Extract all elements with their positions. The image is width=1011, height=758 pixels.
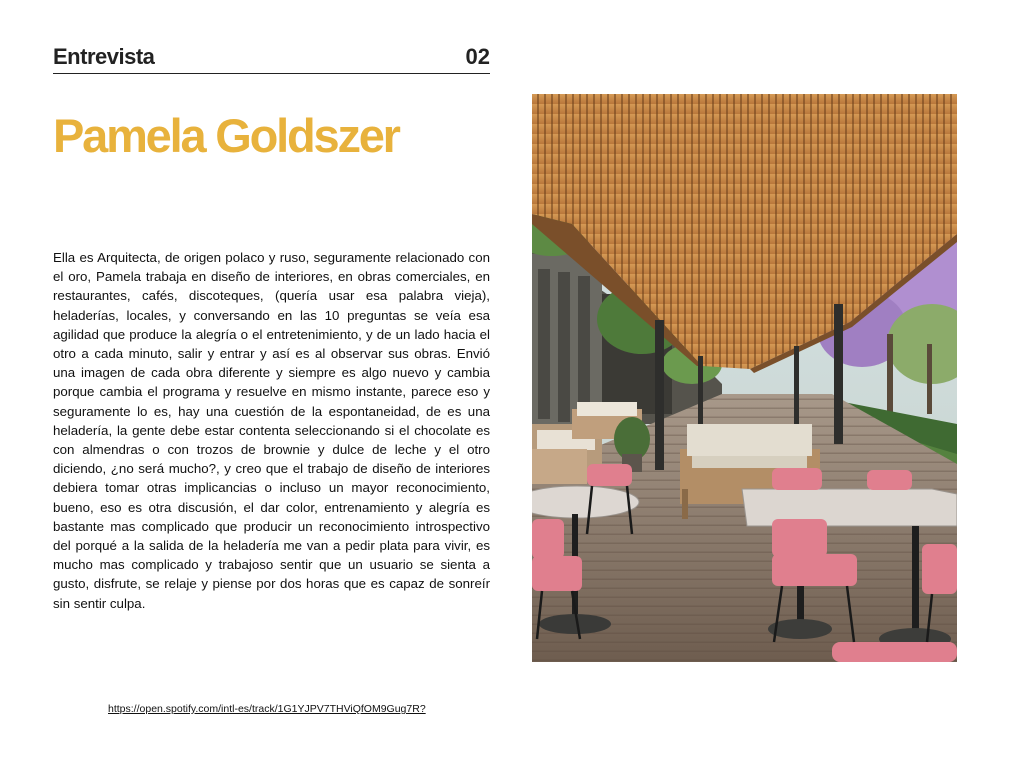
- terrace-photo: [532, 94, 957, 662]
- page-number: 02: [465, 44, 490, 69]
- body-paragraph: Ella es Arquitecta, de origen polaco y ruso, seguramente relacionado con el oro, Pamela trabaja en diseño de interiores, en obras comerciales, en restaurantes, cafés, discoteques, (quería usar esa palabra vieja), heladerías, locales, y conversando en las 10 preguntas se veía esa agilidad que produce la alegría o el entretenimiento, y de un lado hacia el otro a cada minuto, salir y entrar y así es al observar sus obras. Envió una imagen de cada obra diferente y siempre es algo nuevo y cambia porque cambia el programa y resuelve en mismo instante, parece eso y seguramente lo es, hay una cuestión de la espontaneidad, de es una heladería, la gente debe estar contenta seleccionando si el chocolate es con almendras o con trozos de brownie y dulce de leche y el otro diciendo, ¿no será mucho?, y creo que el trabajo de diseño de interiores debiera tomar otras implicancias o incluso un mayor reconocimiento, bueno, eso es otra discusión, el dar color, entrenamiento y alegría es bastante mas complicado que producir un reconocimiento introspectivo del porqué a la salida de la heladería me van a pedir plata para vivir, es mucho mas complicado y trabajoso sentir que un usuario se sienta a gusto, disfrute, se relaje y piense por dos horas que es capaz de sonreír sin sentir culpa.: [53, 250, 490, 611]
- terrace-photo-drawing: [532, 94, 957, 662]
- page-title: Pamela Goldszer: [53, 109, 399, 162]
- spotify-link[interactable]: https://open.spotify.com/intl-es/track/1G1YJPV7THViQfOM9Gug7R?: [108, 703, 426, 715]
- section-label: Entrevista: [53, 44, 155, 69]
- page-header: [53, 42, 490, 74]
